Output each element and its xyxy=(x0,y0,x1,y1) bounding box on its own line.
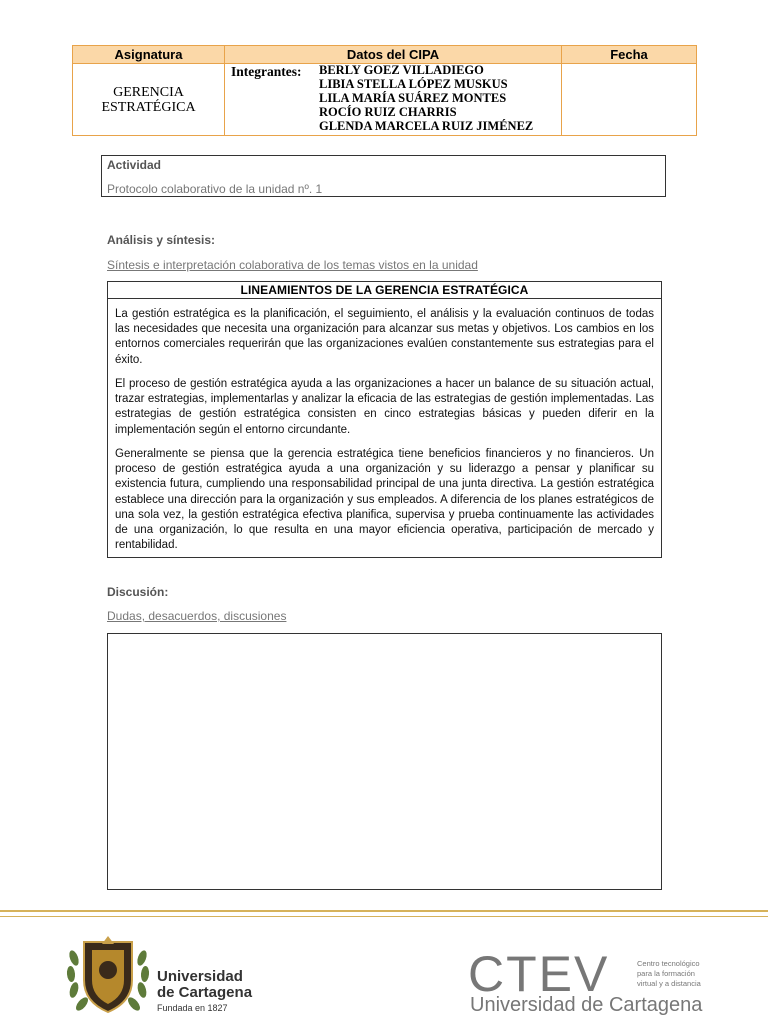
header-col-data: Datos del CIPA xyxy=(225,46,562,64)
member-item: LILA MARÍA SUÁREZ MONTES xyxy=(319,91,507,105)
date-cell xyxy=(562,64,697,136)
analysis-title: Análisis y síntesis: xyxy=(107,233,216,247)
member-item: LIBIA STELLA LÓPEZ MUSKUS xyxy=(319,77,508,91)
footer-divider-thin xyxy=(0,916,768,917)
subject-cell xyxy=(73,64,225,136)
member-item: ROCÍO RUIZ CHARRIS xyxy=(319,105,457,119)
activity-box xyxy=(101,155,666,197)
member-item: GLENDA MARCELA RUIZ JIMÉNEZ xyxy=(319,119,534,133)
university-name xyxy=(157,969,252,1001)
subject-line2: ESTRATÉGICA xyxy=(101,99,196,115)
members-list xyxy=(319,63,533,133)
content-box xyxy=(107,281,662,558)
content-heading-divider xyxy=(108,298,661,299)
header-col-subject: Asignatura xyxy=(73,46,225,64)
content-heading: LINEAMIENTOS DE LA GERENCIA ESTRATÉGICA xyxy=(240,283,529,297)
ctev-tagline-line: Centro tecnológico xyxy=(637,959,700,968)
university-name-line2: de Cartagena xyxy=(157,984,253,1001)
ctev-tagline xyxy=(637,959,701,989)
ctev-university-name: Universidad de Cartagena xyxy=(470,994,703,1016)
discussion-box xyxy=(107,633,662,890)
activity-value: Protocolo colaborativo de la unidad nº. 1 xyxy=(107,182,323,196)
header-table xyxy=(72,45,697,136)
university-founded: Fundada en 1827 xyxy=(157,1003,228,1013)
content-paragraph: Generalmente se piensa que la gerencia estratégica tiene beneficios financieros y no financieros. Un proceso de gestión estratégica ayuda a una organización y su liderazgo a pensar y planificar su existencia futura, cumpliendo una responsabilidad principal de una junta directiva. La gestión estratégica establece una dirección para la organización y sus empleados. A diferencia de los planes estratégicos de una sola vez, la gestión estratégica efectiva planifica, supervisa y prueba continuamente las actividades de una organización, lo que resulta en una mayor eficiencia operativa, participación de mercado y rentabilidad. xyxy=(115,448,654,552)
content-paragraph: La gestión estratégica es la planificación, el seguimiento, el análisis y la evaluación continuos de todas las necesidades que necesita una organización para alcanzar sus metas y objetivos. Los cambios en los entornos comerciales requerirán que las organizaciones evalúen constantemente sus estrategias para el éxito. xyxy=(115,308,654,366)
footer-divider xyxy=(0,910,768,912)
university-name-line1: Universidad xyxy=(157,968,243,985)
ctev-tagline-line: virtual y a distancia xyxy=(637,979,701,988)
analysis-subtitle: Síntesis e interpretación colaborativa de los temas vistos en la unidad xyxy=(107,258,478,272)
header-col-date: Fecha xyxy=(562,46,697,64)
members-cell xyxy=(225,64,562,136)
content-paragraph: El proceso de gestión estratégica ayuda a las organizaciones a hacer un balance de su situación actual, trazar estrategias, implementarlas y analizar la eficacia de las estrategias de gestión implementadas. Las estrategias de gestión estratégica consisten en cinco estrategias básicas y pueden diferir en la implementación según el entorno circundante. xyxy=(115,378,654,436)
subject-line1: GERENCIA xyxy=(113,84,184,100)
members-label: Integrantes: xyxy=(231,64,302,79)
member-item: BERLY GOEZ VILLADIEGO xyxy=(319,63,484,77)
ctev-logo: CTEV xyxy=(468,946,610,1002)
university-crest-icon xyxy=(62,930,154,1018)
activity-label: Actividad xyxy=(107,158,162,172)
discussion-subtitle: Dudas, desacuerdos, discusiones xyxy=(107,609,287,623)
discussion-title: Discusión: xyxy=(107,585,169,599)
ctev-tagline-line: para la formación xyxy=(637,969,695,978)
